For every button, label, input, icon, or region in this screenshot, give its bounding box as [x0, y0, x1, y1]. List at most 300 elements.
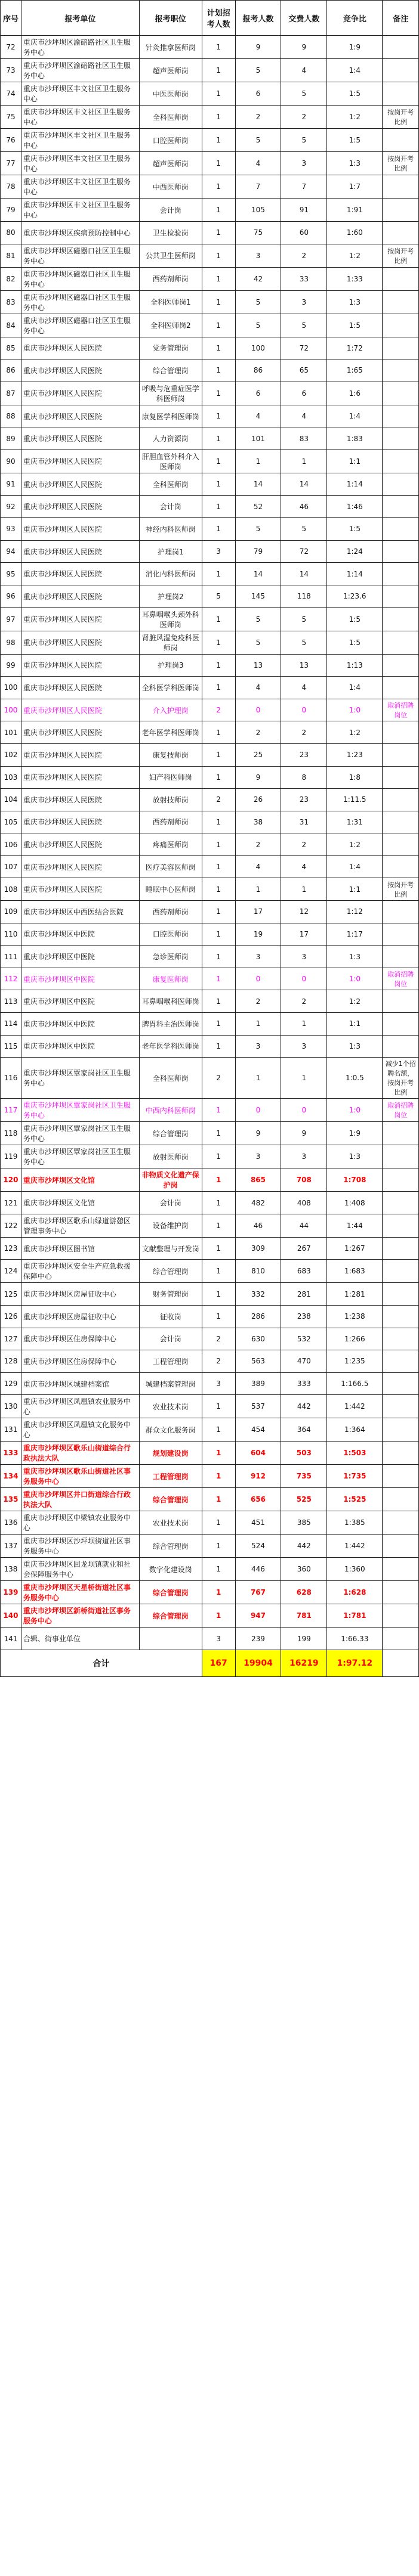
row-applicants: 3 [235, 946, 281, 968]
row-note [383, 36, 419, 59]
row-ratio: 1:44 [327, 1214, 383, 1237]
row-applicants: 0 [235, 968, 281, 990]
row-paid: 7 [281, 175, 327, 199]
row-applicants: 0 [235, 699, 281, 721]
row-plan: 3 [202, 540, 235, 563]
row-paid: 44 [281, 1214, 327, 1237]
row-unit: 重庆市沙坪坝区中医院 [21, 1035, 139, 1058]
row-paid: 470 [281, 1350, 327, 1373]
row-unit: 重庆市沙坪坝区人民医院 [21, 833, 139, 856]
row-paid: 199 [281, 1628, 327, 1650]
row-position: 规划建设岗 [139, 1442, 202, 1465]
row-note [383, 1260, 419, 1283]
row-unit: 重庆市沙坪坝区磁器口社区卫生服务中心 [21, 244, 139, 267]
table-row [1, 152, 419, 175]
row-seq: 133 [1, 1442, 21, 1465]
row-plan: 1 [202, 968, 235, 990]
row-paid: 267 [281, 1237, 327, 1260]
header-paid: 交费人数 [281, 1, 327, 36]
row-position: 中医医师岗 [139, 82, 202, 106]
row-position: 中西内科医师岗 [139, 1099, 202, 1122]
table-row [1, 106, 419, 129]
row-applicants: 2 [235, 106, 281, 129]
table-row [1, 1465, 419, 1488]
row-unit: 重庆市沙坪坝区丰文社区卫生服务中心 [21, 175, 139, 199]
row-seq: 130 [1, 1395, 21, 1418]
row-unit: 重庆市沙坪坝区覃家岗社区卫生服务中心 [21, 1145, 139, 1168]
table-row [1, 1260, 419, 1283]
header-applicants: 报考人数 [235, 1, 281, 36]
row-note: 减少1个招聘名额，按岗开考比例 [383, 1058, 419, 1099]
row-note [383, 833, 419, 856]
row-paid: 5 [281, 607, 327, 631]
row-paid: 4 [281, 855, 327, 878]
row-note: 按岗开考比例 [383, 152, 419, 175]
row-ratio: 1:0 [327, 1099, 383, 1122]
row-seq: 119 [1, 1145, 21, 1168]
table-row [1, 1488, 419, 1511]
row-ratio: 1:4 [327, 405, 383, 427]
row-seq: 110 [1, 923, 21, 946]
row-applicants: 4 [235, 677, 281, 699]
row-applicants: 26 [235, 789, 281, 811]
row-position: 全科医师岗2 [139, 314, 202, 337]
header-position: 报考职位 [139, 1, 202, 36]
row-paid: 17 [281, 923, 327, 946]
row-seq: 100 [1, 699, 21, 721]
row-seq: 134 [1, 1465, 21, 1488]
row-ratio: 1:72 [327, 337, 383, 359]
row-applicants: 86 [235, 359, 281, 382]
row-note [383, 450, 419, 473]
row-plan: 3 [202, 1372, 235, 1395]
table-row [1, 337, 419, 359]
row-seq: 106 [1, 833, 21, 856]
row-ratio: 1:408 [327, 1192, 383, 1214]
row-paid: 46 [281, 495, 327, 518]
table-row [1, 1035, 419, 1058]
row-seq: 76 [1, 129, 21, 152]
table-row [1, 267, 419, 290]
table-row [1, 175, 419, 199]
row-unit: 重庆市沙坪坝区丰文社区卫生服务中心 [21, 152, 139, 175]
row-note [383, 1328, 419, 1350]
row-position: 综合管理岗 [139, 1122, 202, 1145]
row-note [383, 923, 419, 946]
row-unit: 重庆市沙坪坝区人民医院 [21, 607, 139, 631]
row-plan: 1 [202, 677, 235, 699]
table-row [1, 811, 419, 833]
row-applicants: 145 [235, 585, 281, 607]
table-row [1, 1511, 419, 1535]
row-paid: 2 [281, 106, 327, 129]
row-paid: 118 [281, 585, 327, 607]
row-unit: 重庆市沙坪坝区凤凰镇农业服务中心 [21, 1395, 139, 1418]
row-position: 西药剂师岗 [139, 901, 202, 923]
row-unit: 重庆市沙坪坝区丰文社区卫生服务中心 [21, 129, 139, 152]
row-position: 放射医师岗 [139, 1145, 202, 1168]
row-plan: 1 [202, 129, 235, 152]
row-paid: 12 [281, 901, 327, 923]
row-applicants: 810 [235, 1260, 281, 1283]
row-plan: 1 [202, 473, 235, 495]
row-paid: 2 [281, 833, 327, 856]
row-seq: 123 [1, 1237, 21, 1260]
row-note: 按岗开考比例 [383, 106, 419, 129]
row-unit: 重庆市沙坪坝区人民医院 [21, 473, 139, 495]
row-unit: 重庆市沙坪坝区人民医院 [21, 337, 139, 359]
row-plan: 1 [202, 1511, 235, 1535]
row-note [383, 518, 419, 541]
row-plan: 1 [202, 1395, 235, 1418]
row-position: 工程管理岗 [139, 1465, 202, 1488]
row-unit: 重庆市沙坪坝区房屋征收中心 [21, 1306, 139, 1328]
row-paid: 1 [281, 450, 327, 473]
row-position [139, 1628, 202, 1650]
row-plan: 1 [202, 743, 235, 766]
row-note [383, 990, 419, 1013]
row-position: 疼痛医师岗 [139, 833, 202, 856]
row-paid: 3 [281, 946, 327, 968]
row-ratio: 1:781 [327, 1604, 383, 1628]
row-paid: 360 [281, 1558, 327, 1581]
row-plan: 1 [202, 1535, 235, 1558]
row-seq: 136 [1, 1511, 21, 1535]
row-position: 全科医师岗 [139, 473, 202, 495]
row-applicants: 19 [235, 923, 281, 946]
row-seq: 125 [1, 1283, 21, 1306]
row-ratio: 1:7 [327, 175, 383, 199]
table-row [1, 1099, 419, 1122]
table-row [1, 473, 419, 495]
table-row [1, 1395, 419, 1418]
row-ratio: 1:5 [327, 314, 383, 337]
row-note [383, 1581, 419, 1604]
row-applicants: 75 [235, 222, 281, 244]
row-note [383, 1237, 419, 1260]
row-note [383, 789, 419, 811]
row-paid: 503 [281, 1442, 327, 1465]
row-plan: 1 [202, 359, 235, 382]
row-plan: 1 [202, 901, 235, 923]
row-plan: 3 [202, 1628, 235, 1650]
row-applicants: 2 [235, 833, 281, 856]
row-seq: 121 [1, 1192, 21, 1214]
row-position: 急诊医师岗 [139, 946, 202, 968]
row-position: 老年医学科医师岗 [139, 721, 202, 744]
row-applicants: 286 [235, 1306, 281, 1328]
row-note [383, 901, 419, 923]
row-seq: 141 [1, 1628, 21, 1650]
row-note [383, 59, 419, 82]
row-seq: 85 [1, 337, 21, 359]
row-paid: 2 [281, 990, 327, 1013]
row-plan: 1 [202, 1306, 235, 1328]
table-row [1, 901, 419, 923]
row-ratio: 1:442 [327, 1535, 383, 1558]
row-note: 取消招聘岗位 [383, 699, 419, 721]
row-position: 会计岗 [139, 495, 202, 518]
row-paid: 60 [281, 222, 327, 244]
row-ratio: 1:83 [327, 427, 383, 450]
row-unit: 重庆市沙坪坝区天星桥街道社区事务服务中心 [21, 1581, 139, 1604]
row-ratio: 1:235 [327, 1350, 383, 1373]
row-position: 综合管理岗 [139, 359, 202, 382]
row-seq: 108 [1, 878, 21, 901]
row-paid: 83 [281, 427, 327, 450]
row-applicants: 1 [235, 1058, 281, 1099]
row-applicants: 14 [235, 563, 281, 585]
row-plan: 1 [202, 1035, 235, 1058]
row-applicants: 5 [235, 129, 281, 152]
table-row [1, 450, 419, 473]
row-ratio: 1:2 [327, 106, 383, 129]
table-row [1, 878, 419, 901]
table-row [1, 1237, 419, 1260]
row-position: 耳鼻咽喉科医师岗 [139, 990, 202, 1013]
table-row [1, 359, 419, 382]
row-plan: 1 [202, 290, 235, 314]
row-paid: 1 [281, 1058, 327, 1099]
row-paid: 442 [281, 1395, 327, 1418]
table-row [1, 518, 419, 541]
row-position: 老年医学科医师岗 [139, 1035, 202, 1058]
row-seq: 140 [1, 1604, 21, 1628]
row-unit: 重庆市沙坪坝区沙坪坝街道社区事务服务中心 [21, 1535, 139, 1558]
row-unit: 重庆市沙坪坝区人民医院 [21, 405, 139, 427]
row-unit: 重庆市沙坪坝区图书馆 [21, 1237, 139, 1260]
row-note [383, 1628, 419, 1650]
table-row [1, 1442, 419, 1465]
row-position: 农业技术岗 [139, 1511, 202, 1535]
row-note [383, 267, 419, 290]
table-row [1, 1283, 419, 1306]
row-paid: 8 [281, 766, 327, 789]
row-position: 康复医师岗 [139, 968, 202, 990]
row-applicants: 1 [235, 1013, 281, 1036]
row-seq: 138 [1, 1558, 21, 1581]
row-paid: 23 [281, 789, 327, 811]
row-seq: 117 [1, 1099, 21, 1122]
row-unit: 重庆市沙坪坝区人民医院 [21, 789, 139, 811]
row-ratio: 1:628 [327, 1581, 383, 1604]
row-applicants: 0 [235, 1099, 281, 1122]
row-unit: 重庆市沙坪坝区丰文社区卫生服务中心 [21, 199, 139, 222]
row-unit: 重庆市沙坪坝区住房保障中心 [21, 1350, 139, 1373]
table-row [1, 36, 419, 59]
row-applicants: 105 [235, 199, 281, 222]
row-note: 取消招聘岗位 [383, 1099, 419, 1122]
row-unit: 重庆市沙坪坝区凤凰镇文化服务中心 [21, 1418, 139, 1442]
row-plan: 1 [202, 518, 235, 541]
row-applicants: 537 [235, 1395, 281, 1418]
row-note [383, 1418, 419, 1442]
row-paid: 364 [281, 1418, 327, 1442]
table-row [1, 585, 419, 607]
row-seq: 107 [1, 855, 21, 878]
row-position: 耳鼻咽喉头颈外科医师岗 [139, 607, 202, 631]
row-paid: 0 [281, 699, 327, 721]
row-unit: 重庆市沙坪坝区磁器口社区卫生服务中心 [21, 290, 139, 314]
row-seq: 99 [1, 654, 21, 677]
row-applicants: 630 [235, 1328, 281, 1350]
row-ratio: 1:503 [327, 1442, 383, 1465]
header-note: 备注 [383, 1, 419, 36]
row-paid: 14 [281, 563, 327, 585]
row-plan: 1 [202, 1214, 235, 1237]
table-row [1, 1628, 419, 1650]
row-unit: 重庆市沙坪坝区安全生产应急救援保障中心 [21, 1260, 139, 1283]
row-unit: 重庆市沙坪坝区中梁镇农业服务中心 [21, 1511, 139, 1535]
row-seq: 89 [1, 427, 21, 450]
table-row [1, 923, 419, 946]
row-applicants: 17 [235, 901, 281, 923]
table-row [1, 540, 419, 563]
row-seq: 112 [1, 968, 21, 990]
table-row [1, 946, 419, 968]
row-seq: 92 [1, 495, 21, 518]
row-paid: 13 [281, 654, 327, 677]
row-position: 全科医学科医师岗 [139, 677, 202, 699]
row-unit: 重庆市沙坪坝区人民医院 [21, 450, 139, 473]
row-seq: 128 [1, 1350, 21, 1373]
row-paid: 3 [281, 152, 327, 175]
row-note [383, 1558, 419, 1581]
row-seq: 100 [1, 677, 21, 699]
row-unit: 重庆市沙坪坝区人民医院 [21, 518, 139, 541]
row-note [383, 199, 419, 222]
row-note [383, 1350, 419, 1373]
row-position: 农业技术岗 [139, 1395, 202, 1418]
row-ratio: 1:24 [327, 540, 383, 563]
row-seq: 111 [1, 946, 21, 968]
row-applicants: 25 [235, 743, 281, 766]
row-ratio: 1:46 [327, 495, 383, 518]
row-plan: 1 [202, 1581, 235, 1604]
row-applicants: 604 [235, 1442, 281, 1465]
row-note [383, 473, 419, 495]
row-position: 公共卫生医师岗 [139, 244, 202, 267]
row-plan: 1 [202, 267, 235, 290]
row-position: 会计岗 [139, 1192, 202, 1214]
row-ratio: 1:2 [327, 721, 383, 744]
row-plan: 1 [202, 82, 235, 106]
total-row [1, 1650, 419, 1676]
row-paid: 3 [281, 1035, 327, 1058]
row-note [383, 766, 419, 789]
row-ratio: 1:4 [327, 677, 383, 699]
row-applicants: 1 [235, 878, 281, 901]
row-applicants: 451 [235, 1511, 281, 1535]
row-plan: 1 [202, 607, 235, 631]
row-seq: 105 [1, 811, 21, 833]
table-row [1, 382, 419, 405]
table-row [1, 833, 419, 856]
row-unit: 重庆市沙坪坝区歌乐山绿道游憩区管理事务中心 [21, 1214, 139, 1237]
row-ratio: 1:91 [327, 199, 383, 222]
row-paid: 4 [281, 677, 327, 699]
row-seq: 114 [1, 1013, 21, 1036]
row-ratio: 1:683 [327, 1260, 383, 1283]
row-applicants: 865 [235, 1168, 281, 1192]
row-position: 西药剂师岗 [139, 267, 202, 290]
row-note [383, 405, 419, 427]
row-seq: 126 [1, 1306, 21, 1328]
row-applicants: 46 [235, 1214, 281, 1237]
row-plan: 1 [202, 314, 235, 337]
row-seq: 84 [1, 314, 21, 337]
row-unit: 重庆市沙坪坝区人民医院 [21, 743, 139, 766]
row-paid: 3 [281, 1145, 327, 1168]
table-row [1, 855, 419, 878]
row-ratio: 1:2 [327, 244, 383, 267]
row-position: 综合管理岗 [139, 1581, 202, 1604]
header-seq: 序号 [1, 1, 21, 36]
row-position: 医疗美容医师岗 [139, 855, 202, 878]
row-seq: 98 [1, 631, 21, 654]
table-row [1, 1581, 419, 1604]
row-note [383, 677, 419, 699]
row-plan: 1 [202, 36, 235, 59]
row-ratio: 1:5 [327, 129, 383, 152]
row-paid: 708 [281, 1168, 327, 1192]
row-ratio: 1:2 [327, 833, 383, 856]
row-plan: 1 [202, 495, 235, 518]
row-applicants: 1 [235, 450, 281, 473]
table-row [1, 654, 419, 677]
row-unit: 重庆市沙坪坝区人民医院 [21, 699, 139, 721]
row-paid: 532 [281, 1328, 327, 1350]
row-note [383, 563, 419, 585]
row-unit: 重庆市沙坪坝区覃家岗社区卫生服务中心 [21, 1058, 139, 1099]
table-row [1, 1558, 419, 1581]
row-seq: 118 [1, 1122, 21, 1145]
row-unit: 重庆市沙坪坝区人民医院 [21, 563, 139, 585]
row-plan: 1 [202, 946, 235, 968]
row-ratio: 1:5 [327, 631, 383, 654]
row-paid: 0 [281, 968, 327, 990]
row-applicants: 5 [235, 314, 281, 337]
row-ratio: 1:281 [327, 1283, 383, 1306]
table-row [1, 290, 419, 314]
row-plan: 1 [202, 175, 235, 199]
row-ratio: 1:3 [327, 1035, 383, 1058]
table-row [1, 1013, 419, 1036]
row-ratio: 1:1 [327, 1013, 383, 1036]
row-paid: 72 [281, 337, 327, 359]
row-note [383, 855, 419, 878]
row-plan: 1 [202, 1488, 235, 1511]
row-plan: 1 [202, 563, 235, 585]
row-paid: 2 [281, 244, 327, 267]
row-plan: 2 [202, 789, 235, 811]
row-plan: 1 [202, 244, 235, 267]
row-ratio: 1:5 [327, 518, 383, 541]
row-plan: 5 [202, 585, 235, 607]
row-seq: 82 [1, 267, 21, 290]
row-position: 会计岗 [139, 199, 202, 222]
row-ratio: 1:23 [327, 743, 383, 766]
row-ratio: 1:17 [327, 923, 383, 946]
row-applicants: 3 [235, 244, 281, 267]
row-note [383, 1372, 419, 1395]
table-body [1, 36, 419, 1650]
row-seq: 88 [1, 405, 21, 427]
row-plan: 1 [202, 1418, 235, 1442]
row-position: 全科医师岗 [139, 106, 202, 129]
row-note [383, 314, 419, 337]
table-row [1, 199, 419, 222]
